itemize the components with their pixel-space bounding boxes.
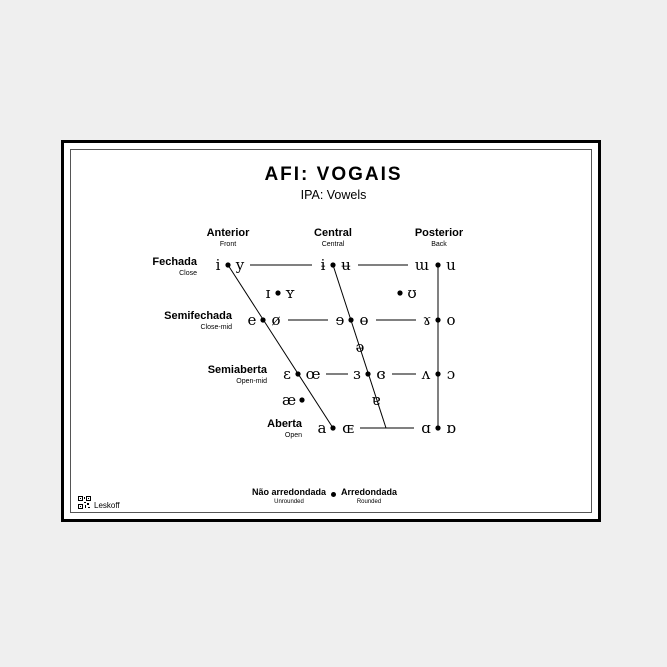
- column-header-back-label: Posterior: [414, 227, 464, 239]
- vowel-close-mid-central: [336, 311, 369, 329]
- brand-name: Leskoff: [94, 501, 120, 510]
- vowel-symbol-rounded: ɒ: [446, 419, 456, 437]
- vowel-close-back: [415, 256, 456, 274]
- vowel-near-close-front: [266, 284, 295, 302]
- vowel-near-open-central: [372, 391, 381, 409]
- vowel-close-front: [216, 256, 245, 274]
- vowel-open-back: [421, 419, 456, 437]
- row-header-open-translation: Open: [284, 432, 302, 439]
- vowel-symbols: [216, 256, 457, 437]
- legend-rounded-translation: Rounded: [356, 499, 382, 505]
- legend-unrounded-label: Não arredondada: [251, 487, 327, 497]
- vowel-dot: [435, 317, 440, 322]
- vowel-near-open-front: [282, 391, 305, 409]
- page-subtitle: IPA: Vowels: [300, 188, 367, 202]
- vowel-symbol-unrounded: æ: [281, 391, 297, 409]
- vowel-symbol-unrounded: i: [215, 256, 221, 274]
- vowel-symbol-rounded: ɞ: [376, 365, 386, 383]
- vowel-dot: [330, 262, 335, 267]
- vowel-dot: [275, 290, 280, 295]
- vowel-dot: [299, 397, 304, 402]
- column-header-front-translation: Front: [219, 241, 237, 248]
- vowel-open-mid-central: [353, 365, 385, 383]
- vowel-symbol-rounded: ɔ: [446, 365, 456, 383]
- vowel-symbol-unrounded: a: [317, 419, 327, 437]
- vowel-symbol-unrounded: ɪ: [265, 284, 271, 302]
- row-header-open-mid-label: Semiaberta: [207, 364, 267, 376]
- vowel-dot: [397, 290, 402, 295]
- legend-unrounded-translation: Unrounded: [274, 499, 304, 505]
- row-header-close-translation: Close: [179, 270, 197, 277]
- row-header-open-mid-translation: Open-mid: [236, 378, 267, 385]
- row-header-open-label: Aberta: [267, 418, 302, 430]
- front-diagonal-line: [228, 265, 333, 428]
- vowel-close-central: [321, 256, 352, 274]
- vowel-dot: [435, 425, 440, 430]
- vowel-symbol-unrounded: ɯ: [414, 256, 430, 274]
- vowel-dot: [435, 371, 440, 376]
- qr-code-icon: [78, 496, 91, 509]
- column-header-central-label: Central: [314, 227, 352, 239]
- vowel-dot: [330, 425, 335, 430]
- vowel-symbol-rounded: ʊ: [407, 284, 417, 302]
- vowel-symbol-rounded: ɶ: [342, 419, 354, 437]
- vowel-symbol-unrounded: ɛ: [283, 365, 291, 383]
- row-header-close-label: Fechada: [152, 256, 197, 268]
- vowel-symbol-rounded: y: [235, 256, 245, 274]
- vowel-open-front: [318, 419, 355, 437]
- vowel-symbol-rounded: œ: [305, 365, 321, 383]
- column-header-central-translation: Central: [321, 241, 345, 248]
- vowel-dot: [225, 262, 230, 267]
- column-header-back-translation: Back: [431, 241, 447, 248]
- vowel-symbol-unrounded: ɐ: [371, 391, 381, 409]
- vowel-symbol-rounded: ʉ: [341, 256, 351, 274]
- row-header-close-mid-translation: Close-mid: [200, 324, 232, 331]
- vowel-symbol-rounded: o: [446, 311, 456, 329]
- vowel-near-close-back: [397, 284, 416, 302]
- vowel-close-mid-front: [248, 311, 281, 329]
- legend-rounded-label: Arredondada: [340, 487, 397, 497]
- row-header-close-mid-label: Semifechada: [164, 310, 232, 322]
- legend-unrounded: [244, 487, 334, 505]
- vowel-symbol-unrounded: ɘ: [335, 311, 345, 329]
- vowel-dot: [260, 317, 265, 322]
- vowel-symbol-unrounded: ɜ: [353, 365, 361, 383]
- vowel-mid-central: [356, 338, 365, 356]
- vowel-dot: [435, 262, 440, 267]
- vowel-dot: [295, 371, 300, 376]
- vowel-symbol-unrounded: ɑ: [421, 419, 431, 437]
- vowel-symbol-unrounded: ɨ: [320, 256, 326, 274]
- vowel-symbol-rounded: ʏ: [285, 284, 295, 302]
- column-header-front-label: Anterior: [206, 227, 250, 239]
- vowel-symbol-unrounded: ə: [355, 338, 365, 356]
- vowel-symbol-rounded: ɵ: [359, 311, 369, 329]
- vowel-dot: [348, 317, 353, 322]
- legend-rounded: [338, 487, 400, 505]
- vowel-dot: [365, 371, 370, 376]
- vowel-symbol-rounded: u: [446, 256, 456, 274]
- vowel-symbol-unrounded: ʌ: [421, 365, 431, 383]
- vowel-symbol-rounded: ø: [271, 311, 281, 329]
- legend-dot: [331, 492, 336, 497]
- vowel-symbol-unrounded: e: [247, 311, 257, 329]
- page-title: AFI: VOGAIS: [264, 164, 403, 185]
- vowel-symbol-unrounded: ɤ: [422, 311, 432, 329]
- vowel-close-mid-back: [423, 311, 456, 329]
